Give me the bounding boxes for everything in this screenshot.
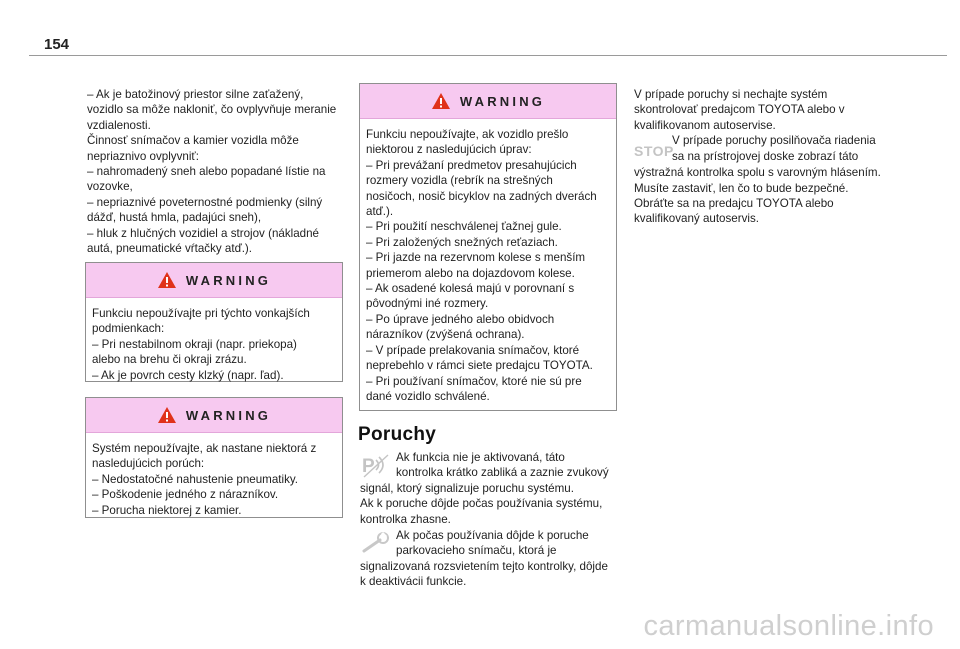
section-title: Poruchy [358, 424, 437, 445]
text-line: podmienkach: [92, 322, 165, 336]
text-line: Ak funkcia nie je aktivovaná, táto [396, 451, 565, 464]
text-line: kontrolka krátko zabliká a zaznie zvukový [396, 466, 609, 480]
warning-title: WARNING [459, 93, 546, 109]
text-line: sa na prístrojovej doske zobrazí táto [672, 149, 859, 163]
page-number: 154 [44, 36, 70, 53]
warning-header [360, 84, 616, 119]
text-line: – Pri založených snežných reťaziach. [366, 235, 558, 249]
text-line: k deaktivácii funkcie. [360, 575, 467, 589]
text-line: priemerom alebo na dojazdovom kolese. [366, 266, 575, 280]
text-line: V prípade poruchy si nechajte systém [634, 88, 828, 101]
text-line: vozidlo sa môže nakloniť, čo ovplyvňuje meranie [87, 103, 337, 117]
text-line: nosičoch, nosič bicyklov na zadných dverách [366, 189, 597, 203]
warning-text [86, 298, 342, 389]
header-divider [29, 55, 947, 56]
text-line: alebo na brehu či okraji zrázu. [92, 353, 247, 367]
text-line: nepriaznivo ovplyvniť: [87, 149, 199, 163]
text-line: – Po úprave jedného alebo obidvoch [366, 312, 555, 326]
warning-box-2 [85, 397, 343, 518]
text-line: – Ak osadené kolesá majú v porovnaní s [366, 282, 575, 296]
text-line: – V prípade prelakovania snímačov, ktoré [366, 343, 580, 357]
warning-header [86, 263, 342, 298]
text-line: nasledujúcich porúch: [92, 457, 205, 471]
text-line: Ak k poruche dôjde počas používania systému, [360, 497, 603, 511]
text-line: nárazníkov (zvýšená ochrana). [366, 328, 525, 342]
parking-sensor-off-icon [360, 452, 392, 480]
text-line: – Pri nestabilnom okraji (napr. priekopa) [92, 337, 297, 351]
text-line: kontrolka zhasne. [360, 512, 451, 526]
text-line: dané vozidlo schválené. [366, 389, 490, 403]
text-line: – hluk z hlučných vozidiel a strojov (nákladné [87, 226, 319, 240]
text-line: – nepriaznivé poveternostné podmienky (silný [87, 195, 323, 209]
text-line: Systém nepoužívajte, ak nastane niektorá z [92, 442, 317, 455]
text-line: kvalifikovaný autoservis. [634, 212, 760, 226]
text-line: V prípade poruchy posilňovača riadenia [672, 134, 876, 148]
text-line: – Poškodenie jedného z nárazníkov. [92, 488, 279, 502]
text-line: vzdialenosti. [87, 118, 151, 132]
text-line: Obráťte sa na predajcu TOYOTA alebo [634, 197, 834, 211]
warning-text [360, 119, 616, 410]
svg-text:P: P [362, 456, 375, 477]
text-line: – Porucha niektorej z kamier. [92, 503, 242, 517]
text-line: – Pri použití neschválenej ťažnej gule. [366, 220, 562, 234]
warning-box-1 [85, 262, 343, 382]
text-line: dážď, hustá hmla, padajúci sneh), [87, 211, 262, 225]
column-3-text [634, 87, 898, 227]
text-line: Ak počas používania dôjde k poruche [396, 529, 589, 542]
warning-header [86, 398, 342, 433]
warning-text [86, 433, 342, 524]
text-line: – Nedostatočné nahustenie pneumatiky. [92, 472, 299, 486]
warning-triangle-icon [157, 406, 177, 424]
text-line: Funkciu nepoužívajte pri týchto vonkajších [92, 307, 310, 320]
warning-box-3 [359, 83, 617, 411]
text-line: niektorou z nasledujúcich úprav: [366, 143, 532, 157]
text-line: Musíte zastaviť, len čo to bude bezpečné. [634, 181, 849, 195]
text-line: – Pri prevážaní predmetov presahujúcich [366, 158, 577, 172]
fault-text-2 [360, 528, 617, 590]
text-line: – Ak je povrch cesty klzký (napr. ľad). [92, 368, 284, 382]
text-line: skontrolovať predajcom TOYOTA alebo v [634, 103, 845, 117]
service-wrench-icon [360, 531, 392, 557]
text-line: atď.). [366, 205, 394, 219]
warning-triangle-icon [431, 92, 451, 110]
intro-text [87, 87, 343, 256]
text-line: výstražná kontrolka spolu s varovným hlásením. [634, 166, 881, 180]
watermark: carmanualsonline.info [643, 610, 934, 642]
text-line: – Ak je batožinový priestor silne zaťažený, [87, 88, 304, 101]
text-line: autá, pneumatické vŕtačky atď.). [87, 242, 253, 256]
stop-warning-icon: STOP [634, 143, 674, 160]
text-line: parkovacieho snímaču, ktorá je [396, 544, 557, 558]
stop-warning-block [634, 133, 898, 227]
warning-title: WARNING [185, 407, 272, 423]
text-line: signál, ktorý signalizuje poruchu systému. [360, 481, 574, 495]
text-line: – Pri jazde na rezervnom kolese s menším [366, 251, 586, 265]
text-line: rozmery vozidla (rebrík na strešných [366, 174, 553, 188]
warning-title: WARNING [185, 272, 272, 288]
warning-triangle-icon [157, 271, 177, 289]
text-line: neprebehlo v rámci siete predajcu TOYOTA. [366, 359, 593, 373]
text-line: kvalifikovanom autoservise. [634, 118, 776, 132]
fault-text-1 [360, 450, 617, 527]
text-line: Funkciu nepoužívajte, ak vozidlo prešlo [366, 128, 569, 141]
text-line: vozovke, [87, 180, 133, 194]
text-line: signalizovaná rozsvietením tejto kontrolky, dôjde [360, 559, 608, 573]
text-line: Činnosť snímačov a kamier vozidla môže [87, 134, 299, 148]
text-line: pôvodnými iné rozmery. [366, 297, 489, 311]
text-line: – Pri používaní snímačov, ktoré nie sú pre [366, 374, 582, 388]
text-line: – nahromadený sneh alebo popadané lístie na [87, 165, 326, 179]
